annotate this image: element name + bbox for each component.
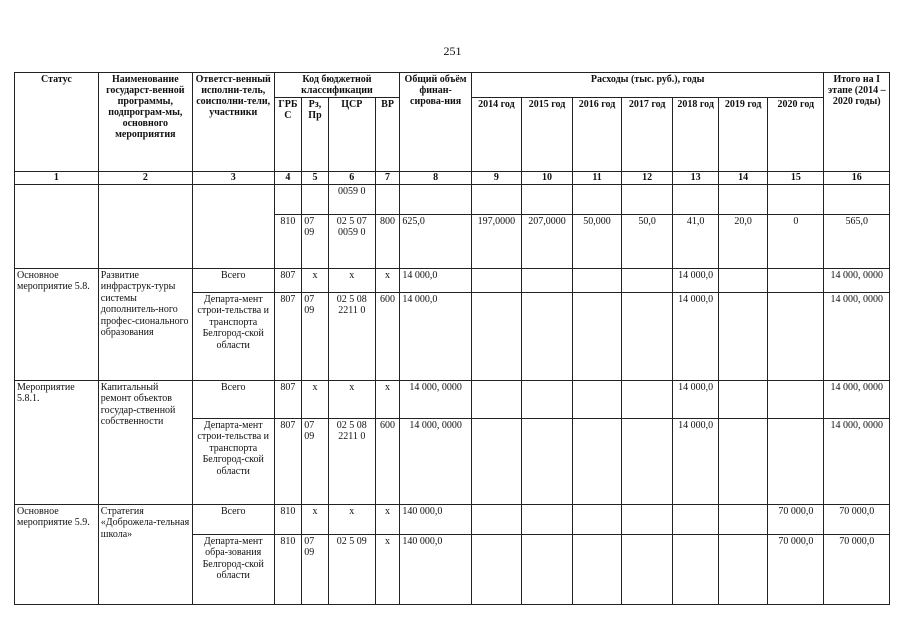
cell-2016: [573, 268, 622, 292]
cell-2018: 14 000,0: [673, 292, 719, 380]
cell-rzpr: [302, 184, 329, 214]
cell-2014: [471, 380, 521, 418]
header-year-2019: 2019 год: [719, 98, 768, 172]
budget-table: [14, 72, 890, 605]
cell-2019: [719, 418, 768, 504]
header-status: Статус: [15, 73, 99, 172]
column-number: 7: [375, 172, 400, 185]
cell-total: 14 000,0: [400, 268, 472, 292]
cell-2020: [768, 268, 824, 292]
cell-csr: х: [328, 380, 375, 418]
cell-2020: 0: [768, 214, 824, 268]
cell-2014: [471, 292, 521, 380]
cell-vr: 600: [375, 418, 400, 504]
cell-2018: 14 000,0: [673, 380, 719, 418]
cell-2017: [622, 534, 673, 604]
cell-2014: 197,0000: [471, 214, 521, 268]
cell-2016: [573, 184, 622, 214]
cell-stage-total: 14 000, 0000: [824, 268, 890, 292]
column-number: 10: [521, 172, 572, 185]
cell-total: 140 000,0: [400, 534, 472, 604]
cell-responsible: Департа-мент строи-тельства и транспорта Белгород-ской области: [192, 292, 274, 380]
cell-responsible: [192, 184, 274, 268]
cell-2015: 207,0000: [521, 214, 572, 268]
cell-rzpr: х: [302, 380, 329, 418]
cell-2014: [471, 268, 521, 292]
page-number: 251: [443, 44, 462, 58]
cell-stage-total: [824, 184, 890, 214]
header-stage-total: Итого на I этапе (2014 – 2020 годы): [824, 73, 890, 172]
cell-grbs: 810: [274, 534, 302, 604]
cell-2018: [673, 184, 719, 214]
cell-responsible: Всего: [192, 268, 274, 292]
cell-2016: [573, 534, 622, 604]
table-row: [15, 268, 890, 292]
cell-csr: 02 5 07 0059 0: [328, 214, 375, 268]
cell-2020: [768, 184, 824, 214]
column-number: 9: [471, 172, 521, 185]
cell-2016: [573, 380, 622, 418]
header-year-2016: 2016 год: [573, 98, 622, 172]
cell-status: [15, 184, 99, 268]
column-number: 8: [400, 172, 472, 185]
cell-vr: 800: [375, 214, 400, 268]
cell-2016: 50,000: [573, 214, 622, 268]
cell-responsible: Всего: [192, 380, 274, 418]
cell-2017: [622, 292, 673, 380]
column-number: 4: [274, 172, 302, 185]
cell-name: Стратегия «Доброжела-тельная школа»: [98, 504, 192, 604]
cell-rzpr: х: [302, 504, 329, 534]
cell-2018: [673, 504, 719, 534]
cell-grbs: 807: [274, 380, 302, 418]
cell-2018: [673, 534, 719, 604]
cell-rzpr: 07 09: [302, 214, 329, 268]
cell-2020: 70 000,0: [768, 504, 824, 534]
cell-grbs: 807: [274, 292, 302, 380]
cell-2017: [622, 184, 673, 214]
cell-csr: 0059 0: [328, 184, 375, 214]
cell-2019: [719, 268, 768, 292]
cell-stage-total: 70 000,0: [824, 504, 890, 534]
cell-vr: х: [375, 268, 400, 292]
cell-csr: х: [328, 504, 375, 534]
cell-csr: 02 5 09: [328, 534, 375, 604]
column-number: 12: [622, 172, 673, 185]
cell-2018: 14 000,0: [673, 418, 719, 504]
cell-2017: [622, 418, 673, 504]
table-row: [15, 380, 890, 418]
cell-2015: [521, 418, 572, 504]
cell-status: Основное мероприятие 5.8.: [15, 268, 99, 380]
header-year-2015: 2015 год: [521, 98, 572, 172]
cell-total: 14 000,0: [400, 292, 472, 380]
column-number: 3: [192, 172, 274, 185]
cell-2017: [622, 268, 673, 292]
cell-responsible: Департа-мент строи-тельства и транспорта Белгород-ской области: [192, 418, 274, 504]
cell-stage-total: 565,0: [824, 214, 890, 268]
cell-2019: [719, 380, 768, 418]
cell-total: 14 000, 0000: [400, 418, 472, 504]
cell-stage-total: 70 000,0: [824, 534, 890, 604]
header-rzpr: Рз, Пр: [302, 98, 329, 172]
column-number: 14: [719, 172, 768, 185]
cell-rzpr: 07 09: [302, 418, 329, 504]
table-row: [15, 504, 890, 534]
cell-status: Основное мероприятие 5.9.: [15, 504, 99, 604]
cell-2014: [471, 504, 521, 534]
column-number: 2: [98, 172, 192, 185]
cell-total: 140 000,0: [400, 504, 472, 534]
header-year-2014: 2014 год: [471, 98, 521, 172]
cell-grbs: [274, 184, 302, 214]
header-vr: ВР: [375, 98, 400, 172]
cell-2016: [573, 292, 622, 380]
cell-2016: [573, 504, 622, 534]
cell-rzpr: 07 09: [302, 292, 329, 380]
header-csr: ЦСР: [328, 98, 375, 172]
cell-stage-total: 14 000, 0000: [824, 292, 890, 380]
column-number: 15: [768, 172, 824, 185]
cell-2015: [521, 292, 572, 380]
column-number: 6: [328, 172, 375, 185]
cell-name: Капитальный ремонт объектов государ-ственной собственности: [98, 380, 192, 504]
cell-2015: [521, 504, 572, 534]
header-year-2017: 2017 год: [622, 98, 673, 172]
cell-2015: [521, 184, 572, 214]
cell-status: Мероприятие 5.8.1.: [15, 380, 99, 504]
cell-2015: [521, 380, 572, 418]
cell-responsible: Всего: [192, 504, 274, 534]
cell-2019: [719, 534, 768, 604]
cell-2017: [622, 380, 673, 418]
cell-stage-total: 14 000, 0000: [824, 380, 890, 418]
cell-grbs: 807: [274, 268, 302, 292]
header-code-group: Код бюджетной классификации: [274, 73, 400, 98]
cell-2020: [768, 292, 824, 380]
cell-2014: [471, 418, 521, 504]
cell-2020: [768, 380, 824, 418]
cell-vr: х: [375, 504, 400, 534]
cell-2014: [471, 534, 521, 604]
header-year-2020: 2020 год: [768, 98, 824, 172]
column-number: 13: [673, 172, 719, 185]
cell-total: 14 000, 0000: [400, 380, 472, 418]
column-number: 16: [824, 172, 890, 185]
cell-vr: 600: [375, 292, 400, 380]
cell-2019: [719, 504, 768, 534]
cell-2014: [471, 184, 521, 214]
cell-rzpr: х: [302, 268, 329, 292]
cell-vr: х: [375, 380, 400, 418]
cell-grbs: 810: [274, 504, 302, 534]
cell-2020: 70 000,0: [768, 534, 824, 604]
cell-responsible: Департа-мент обра-зования Белгород-ской области: [192, 534, 274, 604]
cell-2020: [768, 418, 824, 504]
cell-stage-total: 14 000, 0000: [824, 418, 890, 504]
header-expenses-group: Расходы (тыс. руб.), годы: [471, 73, 824, 98]
cell-2015: [521, 534, 572, 604]
header-responsible: Ответст-венный исполни-тель, соисполни-тели, участники: [192, 73, 274, 172]
header-year-2018: 2018 год: [673, 98, 719, 172]
table-row: [15, 184, 890, 214]
cell-name: Развитие инфраструк-туры системы дополнитель-ного профес-сионального образования: [98, 268, 192, 380]
column-number: 5: [302, 172, 329, 185]
column-number: 1: [15, 172, 99, 185]
cell-csr: 02 5 08 2211 0: [328, 418, 375, 504]
cell-2019: 20,0: [719, 214, 768, 268]
cell-name: [98, 184, 192, 268]
cell-total: [400, 184, 472, 214]
cell-total: 625,0: [400, 214, 472, 268]
cell-vr: х: [375, 534, 400, 604]
cell-2015: [521, 268, 572, 292]
cell-csr: 02 5 08 2211 0: [328, 292, 375, 380]
header-name: Наименование государст-венной программы, подпрограм-мы, основного мероприятия: [98, 73, 192, 172]
cell-grbs: 810: [274, 214, 302, 268]
cell-2019: [719, 184, 768, 214]
cell-2019: [719, 292, 768, 380]
cell-rzpr: 07 09: [302, 534, 329, 604]
column-number-row: [15, 172, 890, 185]
cell-vr: [375, 184, 400, 214]
cell-grbs: 807: [274, 418, 302, 504]
cell-2017: [622, 504, 673, 534]
header-total-volume: Общий объём финан-сирова-ния: [400, 73, 472, 172]
cell-2016: [573, 418, 622, 504]
cell-2017: 50,0: [622, 214, 673, 268]
cell-2018: 14 000,0: [673, 268, 719, 292]
cell-csr: х: [328, 268, 375, 292]
column-number: 11: [573, 172, 622, 185]
cell-2018: 41,0: [673, 214, 719, 268]
header-grbs: ГРБ С: [274, 98, 302, 172]
